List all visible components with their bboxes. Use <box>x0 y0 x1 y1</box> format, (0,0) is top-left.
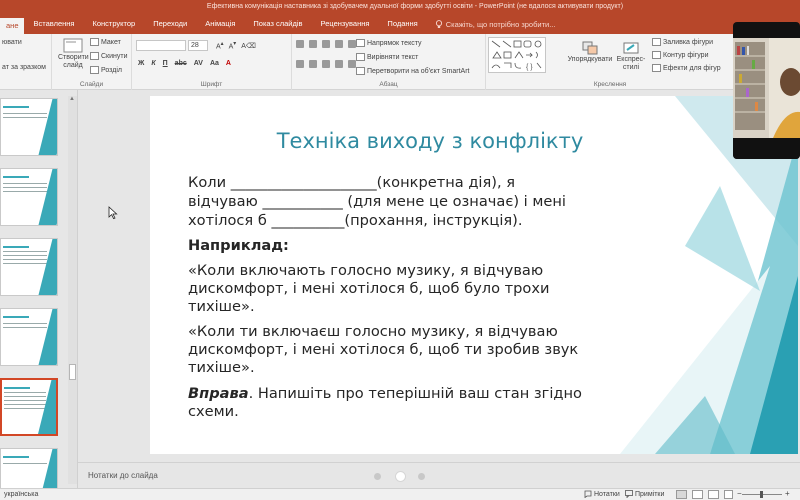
align-right-icon[interactable] <box>322 60 330 68</box>
slide-line-1[interactable]: Коли ____________________(конкретна дія), я <box>188 174 516 191</box>
tab-view[interactable]: Подання <box>387 19 418 28</box>
status-bar <box>0 488 800 500</box>
shapes-icon <box>489 38 545 72</box>
copy-button[interactable] <box>2 39 22 46</box>
font-size-value: 28 <box>191 42 199 49</box>
cursor-icon <box>108 206 118 220</box>
thumbnails-scrollbar[interactable] <box>68 96 77 484</box>
language-indicator[interactable]: українська <box>4 491 39 498</box>
font-group-label: Шрифт <box>200 81 223 88</box>
text-direction-label: Напрямок тексту <box>367 39 422 47</box>
numbering-icon[interactable] <box>309 40 317 48</box>
shapes-gallery[interactable] <box>488 37 546 73</box>
normal-view-icon[interactable] <box>676 490 687 499</box>
increase-indent-icon[interactable] <box>335 40 343 48</box>
scrollbar-thumb[interactable] <box>69 364 76 380</box>
zoom-slider-thumb[interactable] <box>760 491 763 498</box>
quick-styles-button[interactable] <box>614 40 648 72</box>
ribbon <box>0 34 800 90</box>
slides-group-label: Слайди <box>79 81 104 88</box>
font-size-input[interactable] <box>188 40 208 51</box>
slide-thumbnail[interactable] <box>0 238 58 296</box>
reset-icon <box>90 52 99 60</box>
svg-text:{ }: { } <box>526 64 533 71</box>
align-text-icon <box>356 53 365 61</box>
shrink-font-icon[interactable]: A▾ <box>228 41 237 51</box>
slide-canvas[interactable] <box>150 96 798 454</box>
align-buttons <box>296 60 356 68</box>
font-grow-shrink <box>216 41 256 50</box>
exercise-line-2[interactable]: схеми. <box>188 403 239 420</box>
comments-button-label: Примітки <box>635 490 665 498</box>
zoom-in-icon[interactable]: + <box>785 489 790 498</box>
tab-insert[interactable]: Вставлення <box>33 19 75 28</box>
exercise-line-1[interactable] <box>188 385 618 402</box>
copy-label: ювати <box>2 39 22 46</box>
section-button[interactable] <box>90 66 122 74</box>
tab-review[interactable]: Рецензування <box>320 19 370 28</box>
tab-transitions[interactable]: Переходи <box>153 19 188 28</box>
slide-title[interactable]: Техніка виходу з конфлікту <box>276 129 584 153</box>
format-painter-label: ат за зразком <box>2 64 46 71</box>
slide-editor <box>78 90 800 462</box>
slide-thumbnails-panel <box>0 90 78 488</box>
tab-animations[interactable]: Анімація <box>205 19 236 28</box>
justify-icon[interactable] <box>335 60 343 68</box>
arrange-button[interactable] <box>567 40 613 64</box>
font-group <box>132 34 292 90</box>
notes-bar[interactable] <box>78 462 800 488</box>
quote-2-line-1[interactable]: «Коли ти включаєш голосно музику, я відчуваю <box>188 323 558 340</box>
pen-icon <box>652 51 661 59</box>
paragraph-group <box>292 34 486 90</box>
smartart-label: Перетворити на об'єкт SmartArt <box>367 67 470 75</box>
underline-button[interactable]: П <box>162 60 168 67</box>
tab-slideshow[interactable]: Показ слайдів <box>253 19 303 28</box>
scroll-up-icon[interactable]: ▲ <box>69 96 75 102</box>
quote-2-line-3[interactable]: тихіше». <box>188 359 255 376</box>
section-label: Розділ <box>101 66 122 74</box>
bullets-icon[interactable] <box>296 40 304 48</box>
slideshow-icon[interactable] <box>724 490 733 499</box>
bold-button[interactable]: Ж <box>138 60 145 67</box>
slide-sorter-icon[interactable] <box>692 490 703 499</box>
clear-format-icon[interactable]: A⌫ <box>241 42 256 50</box>
tab-design[interactable]: Конструктор <box>92 19 136 28</box>
smartart-icon <box>356 67 365 75</box>
title-bar <box>0 0 800 14</box>
clipboard-group <box>0 34 52 90</box>
layout-icon <box>90 38 99 46</box>
text-direction-icon <box>356 39 365 47</box>
nav-dot[interactable] <box>374 473 381 480</box>
italic-button[interactable]: К <box>151 60 156 67</box>
tab-home[interactable]: ане <box>0 18 24 34</box>
new-slide-icon <box>63 38 83 54</box>
notes-placeholder[interactable]: Нотатки до слайда <box>88 471 158 480</box>
shape-fill-button[interactable] <box>652 38 713 46</box>
quick-styles-icon <box>622 40 640 56</box>
quote-1-line-2[interactable]: дискомфорт, і мені хотілося б, щоб було трохи <box>188 280 550 297</box>
notes-icon <box>584 490 592 498</box>
zoom-out-icon[interactable]: − <box>737 489 742 498</box>
slide-thumbnail[interactable] <box>0 448 58 488</box>
exercise-text: . Напишіть про теперішній ваш стан згідно <box>248 385 582 402</box>
new-slide-button[interactable] <box>56 38 90 70</box>
slide-thumbnail-selected[interactable] <box>0 378 58 436</box>
arrange-icon <box>581 40 599 56</box>
columns-icon[interactable] <box>348 60 356 68</box>
exercise-label: Вправа <box>188 385 249 402</box>
webcam-image <box>733 22 800 159</box>
grow-font-icon[interactable]: A▴ <box>216 41 224 51</box>
shape-effects-label: Ефекти для фігур <box>663 64 721 72</box>
nav-dot-active[interactable] <box>395 471 406 482</box>
slide-thumbnail[interactable] <box>0 168 58 226</box>
layout-label: Макет <box>101 38 121 46</box>
reset-button[interactable] <box>90 52 128 60</box>
align-center-icon[interactable] <box>309 60 317 68</box>
effects-icon <box>652 64 661 72</box>
case-icon[interactable]: Aa <box>209 60 219 67</box>
window-title: Ефективна комунікація наставника зі здобувачем дуальної форми здобутті освіти - PowerPoint (не вдалося активувати продукт) <box>206 3 624 10</box>
paragraph-group-label: Абзац <box>379 81 398 88</box>
notes-button-label: Нотатки <box>594 490 620 498</box>
shape-outline-label: Контур фігури <box>663 51 709 59</box>
align-text-label: Вирівняти текст <box>367 53 419 61</box>
example-label[interactable]: Наприклад: <box>188 237 289 254</box>
slide-thumbnail[interactable] <box>0 98 58 156</box>
text-direction-button[interactable] <box>356 39 422 47</box>
quick-styles-label: Експрес-стилі <box>616 56 646 71</box>
quote-2-line-2[interactable]: дискомфорт, і мені хотілося б, щоб ти зробив звук <box>188 341 579 358</box>
format-painter-button[interactable] <box>2 64 46 71</box>
comments-button[interactable] <box>625 490 664 498</box>
webcam-overlay <box>733 22 800 159</box>
list-buttons <box>296 40 356 48</box>
shape-effects-button[interactable] <box>652 64 721 72</box>
tell-me-text: Скажіть, що потрібно зробити... <box>445 19 556 29</box>
new-slide-label: Створити слайд <box>58 54 89 69</box>
drawing-group <box>486 34 734 90</box>
reset-label: Скинути <box>101 52 128 60</box>
font-name-input[interactable] <box>136 40 186 51</box>
comment-icon <box>625 490 633 498</box>
quote-1-line-1[interactable]: «Коли включають голосно музику, я відчуваю <box>188 262 544 279</box>
paint-bucket-icon <box>652 38 661 46</box>
shape-fill-label: Заливка фігури <box>663 38 713 46</box>
section-icon <box>90 66 99 74</box>
line-spacing-icon[interactable] <box>348 40 356 48</box>
arrange-label: Упорядкувати <box>567 56 613 63</box>
ribbon-tabs <box>0 14 800 34</box>
slide-line-3[interactable]: хотілося б __________(прохання, інструкція). <box>188 212 523 229</box>
reading-view-icon[interactable] <box>708 490 719 499</box>
slide-thumbnail[interactable] <box>0 308 58 366</box>
notes-button[interactable] <box>584 490 620 498</box>
layout-button[interactable] <box>90 38 121 46</box>
align-text-button[interactable] <box>356 53 418 61</box>
font-color-icon[interactable]: A <box>225 60 231 67</box>
quote-1-line-3[interactable]: тихіше». <box>188 298 255 315</box>
drawing-group-label: Креслення <box>593 81 627 88</box>
slides-group <box>52 34 132 90</box>
lightbulb-icon <box>435 20 443 29</box>
font-format-row <box>138 60 231 67</box>
nav-dot[interactable] <box>418 473 425 480</box>
smartart-button[interactable] <box>356 67 470 75</box>
shape-outline-button[interactable] <box>652 51 708 59</box>
align-left-icon[interactable] <box>296 60 304 68</box>
strikethrough-icon[interactable]: abc <box>174 60 187 67</box>
slide-line-2[interactable]: відчуваю ___________ (для мене це означає) і мені <box>188 193 566 210</box>
tell-me-box[interactable] <box>427 14 556 34</box>
spacing-icon[interactable]: AV <box>193 60 203 67</box>
decrease-indent-icon[interactable] <box>322 40 330 48</box>
